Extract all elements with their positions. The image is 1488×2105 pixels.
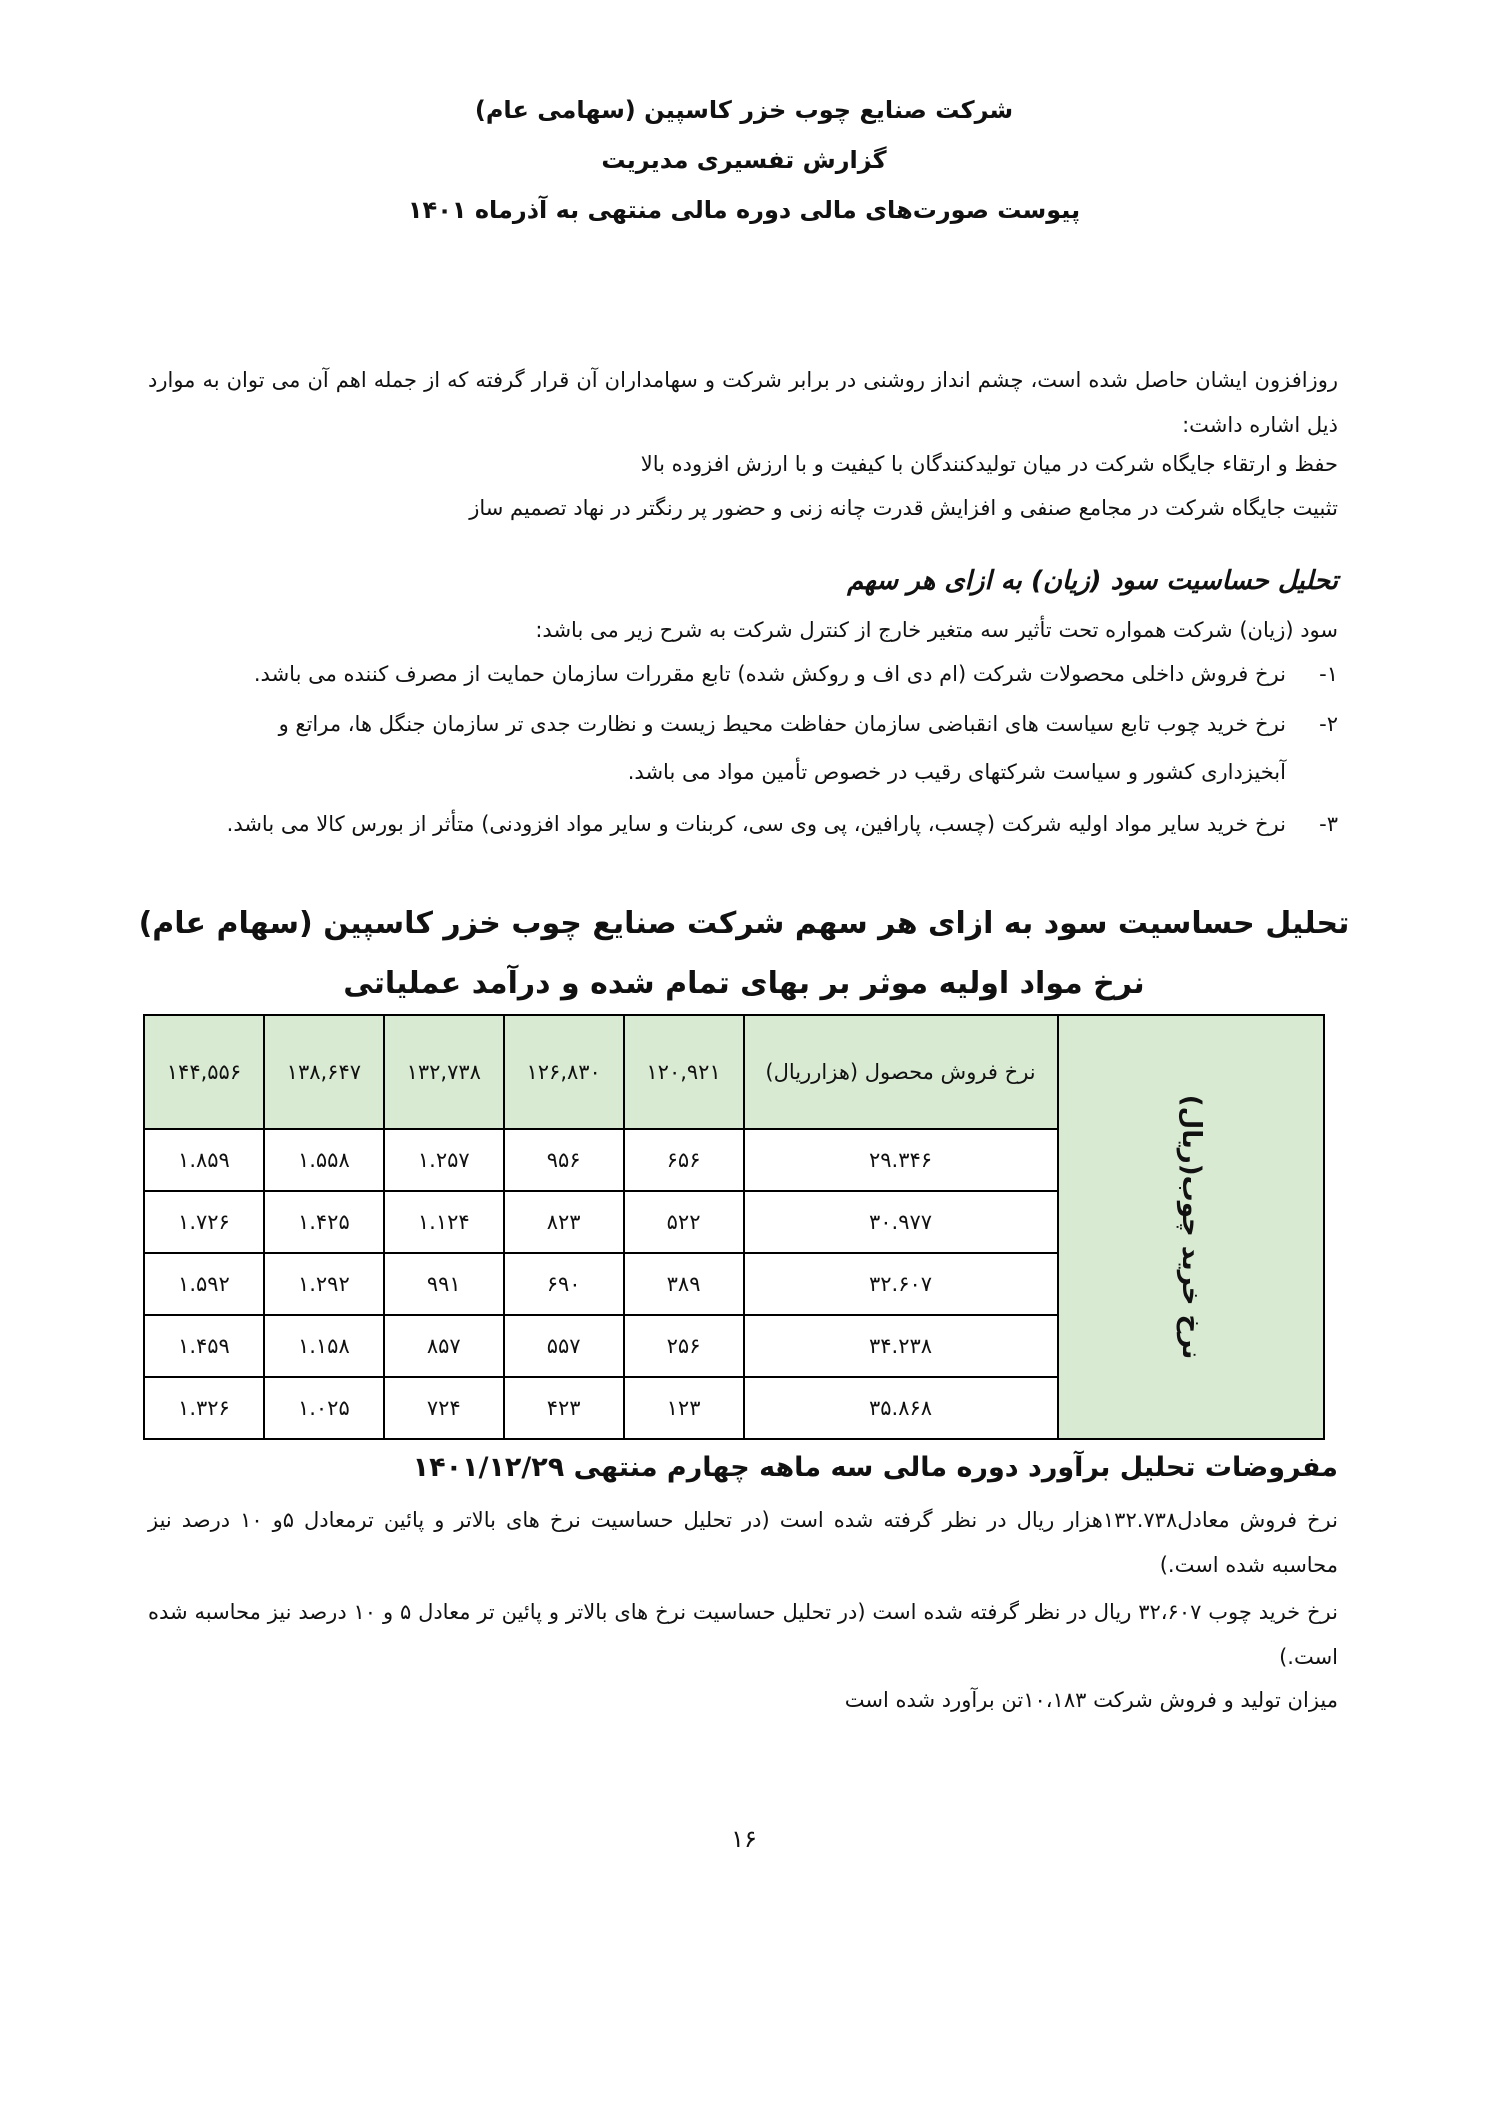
table-cell: ۸۲۳: [504, 1191, 624, 1253]
table-cell: ۲۵۶: [624, 1315, 744, 1377]
table-cell: ۱.۲۵۷: [384, 1129, 504, 1191]
column-header: ۱۳۸,۶۴۷: [264, 1015, 384, 1129]
assumption-wood-rate: نرخ خرید چوب ۳۲،۶۰۷ ریال در نظر گرفته شده است (در تحلیل حساسیت نرخ های بالاتر و پائین تر معادل ۵ و ۱۰ درصد نیز محاسبه شده است.): [148, 1600, 1338, 1669]
side-label: نرخ خرید چوب(ریال): [1175, 1094, 1206, 1360]
row-label: ۲۹.۳۴۶: [744, 1129, 1058, 1191]
table-cell: ۵۵۷: [504, 1315, 624, 1377]
report-title: گزارش تفسیری مدیریت: [601, 146, 887, 174]
table-title: تحلیل حساسیت سود به ازای هر سهم شرکت صنایع چوب خزر کاسپین (سهام عام): [138, 906, 1350, 941]
item-number: ۱-: [1319, 662, 1338, 686]
table-cell: ۱.۱۲۴: [384, 1191, 504, 1253]
table-cell: ۱.۵۵۸: [264, 1129, 384, 1191]
table-cell: ۶۹۰: [504, 1253, 624, 1315]
table-cell: ۱.۷۲۶: [144, 1191, 264, 1253]
table-header-row: [144, 1015, 1324, 1129]
table-cell: ۱.۰۲۵: [264, 1377, 384, 1439]
table-subtitle: نرخ مواد اولیه موثر بر بهای تمام شده و درآمد عملیاتی: [343, 966, 1145, 1001]
side-label-cell: [1058, 1015, 1324, 1439]
item-text: نرخ فروش داخلی محصولات شرکت (ام دی اف و روکش شده) تابع مقررات سازمان حمایت از مصرف کننده می باشد.: [253, 662, 1286, 686]
item-text-continued: آبخیزداری کشور و سیاست شرکتهای رقیب در خصوص تأمین مواد می باشد.: [627, 760, 1286, 784]
sensitivity-intro: سود (زیان) شرکت همواره تحت تأثیر سه متغیر خارج از کنترل شرکت به شرح زیر می باشد:: [535, 618, 1338, 642]
row-label: ۳۵.۸۶۸: [744, 1377, 1058, 1439]
table-cell: ۱.۴۵۹: [144, 1315, 264, 1377]
page-number: ۱۶: [731, 1825, 757, 1853]
assumptions-heading: مفروضات تحلیل برآورد دوره مالی سه ماهه چهارم منتهی ۱۴۰۱/۱۲/۲۹: [412, 1452, 1338, 1483]
table-cell: ۷۲۴: [384, 1377, 504, 1439]
intro-point-2: تثبیت جایگاه شرکت در مجامع صنفی و افزایش قدرت چانه زنی و حضور پر رنگتر در نهاد تصمیم ساز: [469, 496, 1338, 520]
row-label: ۳۴.۲۳۸: [744, 1315, 1058, 1377]
table-cell: ۴۲۳: [504, 1377, 624, 1439]
column-header: ۱۴۴,۵۵۶: [144, 1015, 264, 1129]
table-cell: ۹۹۱: [384, 1253, 504, 1315]
item-text: نرخ خرید چوب تابع سیاست های انقباضی سازمان حفاظت محیط زیست و نظارت جدی تر سازمان جنگل ها، مراتع و: [278, 712, 1286, 736]
corner-label: نرخ فروش محصول (هزارریال): [744, 1015, 1058, 1129]
item-number: ۳-: [1319, 812, 1338, 836]
item-number: ۲-: [1319, 712, 1338, 736]
assumption-sales-rate: نرخ فروش معادل۱۳۲.۷۳۸هزار ریال در نظر گرفته شده است (در تحلیل حساسیت نرخ های بالاتر و پائین ترمعادل ۵و ۱۰ درصد نیز محاسبه شده است.): [148, 1508, 1338, 1577]
table-cell: ۳۸۹: [624, 1253, 744, 1315]
table-cell: ۹۵۶: [504, 1129, 624, 1191]
table-cell: ۱.۳۲۶: [144, 1377, 264, 1439]
numbered-item-3: [148, 812, 1338, 852]
column-header: ۱۲۰,۹۲۱: [624, 1015, 744, 1129]
table-cell: ۱.۸۵۹: [144, 1129, 264, 1191]
table-cell: ۶۵۶: [624, 1129, 744, 1191]
assumption-production: میزان تولید و فروش شرکت ۱۰،۱۸۳تن برآورد شده است: [844, 1688, 1338, 1712]
column-header: ۱۳۲,۷۳۸: [384, 1015, 504, 1129]
row-label: ۳۲.۶۰۷: [744, 1253, 1058, 1315]
company-title: شرکت صنایع چوب خزر کاسپین (سهامی عام): [474, 96, 1014, 124]
intro-paragraph: روزافزون ایشان حاصل شده است، چشم انداز روشنی در برابر شرکت و سهامداران آن قرار گرفته که از جمله اهم آن می توان به موارد ذیل اشاره داشت:: [148, 368, 1338, 437]
numbered-item-1: [148, 662, 1338, 702]
item-text: نرخ خرید سایر مواد اولیه شرکت (چسب، پارافین، پی وی سی، کربنات و سایر مواد افزودنی) متأثر از بورس کالا می باشد.: [226, 812, 1286, 836]
table-cell: ۱.۱۵۸: [264, 1315, 384, 1377]
table-cell: ۱.۲۹۲: [264, 1253, 384, 1315]
table-cell: ۸۵۷: [384, 1315, 504, 1377]
table-cell: ۱۲۳: [624, 1377, 744, 1439]
sensitivity-table: [143, 1014, 1325, 1440]
table-cell: ۱.۴۲۵: [264, 1191, 384, 1253]
sensitivity-heading: تحلیل حساسیت سود (زیان) به ازای هر سهم: [847, 566, 1338, 596]
period-title: پیوست صورت‌های مالی دوره مالی منتهی به آذرماه ۱۴۰۱: [407, 196, 1081, 224]
column-header: ۱۲۶,۸۳۰: [504, 1015, 624, 1129]
table-cell: ۱.۵۹۲: [144, 1253, 264, 1315]
numbered-item-2: [148, 712, 1338, 802]
row-label: ۳۰.۹۷۷: [744, 1191, 1058, 1253]
table-cell: ۵۲۲: [624, 1191, 744, 1253]
intro-point-1: حفظ و ارتقاء جایگاه شرکت در میان تولیدکنندگان با کیفیت و با ارزش افزوده بالا: [640, 452, 1338, 476]
